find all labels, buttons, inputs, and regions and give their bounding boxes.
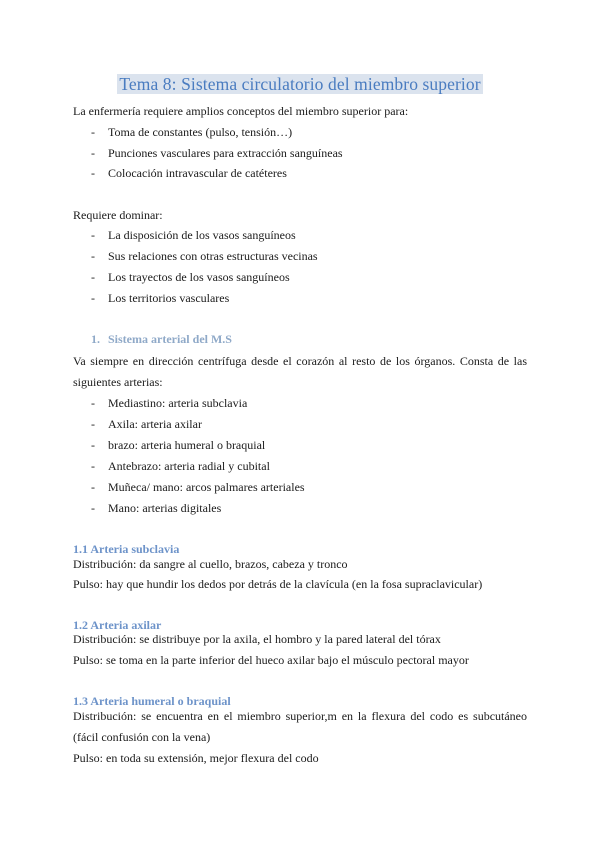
bullet-mark: - bbox=[91, 146, 95, 160]
bullet-mark: - bbox=[91, 291, 95, 305]
bullet-mark: - bbox=[91, 396, 95, 410]
subsection-pulse: Pulso: hay que hundir los dedos por detrás de la clavícula (en la fosa supraclavicular) bbox=[73, 577, 483, 591]
bullet-mark: - bbox=[91, 249, 95, 263]
section-paragraph-line1: Va siempre en dirección centrífuga desde el corazón al resto de los órganos. Consta de las bbox=[73, 354, 527, 368]
artery-item: Antebrazo: arteria radial y cubital bbox=[108, 459, 270, 473]
requires-item: Los territorios vasculares bbox=[108, 291, 230, 305]
subsection-distribution: Distribución: se distribuye por la axila, el hombro y la pared lateral del tórax bbox=[73, 632, 441, 646]
intro-text: La enfermería requiere amplios conceptos del miembro superior para: bbox=[73, 104, 409, 118]
bullet-mark: - bbox=[91, 459, 95, 473]
section-number: 1. bbox=[91, 332, 100, 346]
subsection-distribution: Distribución: da sangre al cuello, brazos, cabeza y tronco bbox=[73, 557, 348, 571]
subsection-distribution-line1: Distribución: se encuentra en el miembro superior,m en la flexura del codo es subcutáneo bbox=[73, 709, 527, 723]
intro-item: Toma de constantes (pulso, tensión…) bbox=[108, 125, 293, 139]
bullet-mark: - bbox=[91, 166, 95, 180]
bullet-mark: - bbox=[91, 270, 95, 284]
bullet-mark: - bbox=[91, 417, 95, 431]
artery-item: Muñeca/ mano: arcos palmares arteriales bbox=[108, 480, 305, 494]
bullet-mark: - bbox=[91, 125, 95, 139]
requires-item: Sus relaciones con otras estructuras vecinas bbox=[108, 249, 318, 263]
artery-item: brazo: arteria humeral o braquial bbox=[108, 438, 266, 452]
artery-item: Mano: arterias digitales bbox=[108, 501, 222, 515]
requires-text: Requiere dominar: bbox=[73, 208, 163, 222]
subsection-pulse: Pulso: en toda su extensión, mejor flexura del codo bbox=[73, 751, 319, 765]
artery-item: Mediastino: arteria subclavia bbox=[108, 396, 248, 410]
section-heading bbox=[91, 332, 232, 347]
artery-item: Axila: arteria axilar bbox=[108, 417, 202, 431]
subsection-distribution-line2: (fácil confusión con la vena) bbox=[73, 730, 211, 744]
subsection-heading: 1.3 Arteria humeral o braquial bbox=[73, 694, 231, 708]
intro-item: Colocación intravascular de catéteres bbox=[108, 166, 287, 180]
subsection-heading: 1.1 Arteria subclavia bbox=[73, 542, 180, 556]
subsection-pulse: Pulso: se toma en la parte inferior del hueco axilar bajo el músculo pectoral mayor bbox=[73, 653, 469, 667]
bullet-mark: - bbox=[91, 501, 95, 515]
page-title: Tema 8: Sistema circulatorio del miembro superior bbox=[119, 74, 481, 94]
section-paragraph-line2: siguientes arterias: bbox=[73, 375, 163, 389]
title-wrapper bbox=[0, 74, 600, 95]
bullet-mark: - bbox=[91, 480, 95, 494]
requires-item: Los trayectos de los vasos sanguíneos bbox=[108, 270, 290, 284]
requires-item: La disposición de los vasos sanguíneos bbox=[108, 228, 296, 242]
bullet-mark: - bbox=[91, 438, 95, 452]
intro-item: Punciones vasculares para extracción sanguíneas bbox=[108, 146, 343, 160]
section-title: Sistema arterial del M.S bbox=[108, 332, 232, 346]
subsection-heading: 1.2 Arteria axilar bbox=[73, 618, 162, 632]
bullet-mark: - bbox=[91, 228, 95, 242]
